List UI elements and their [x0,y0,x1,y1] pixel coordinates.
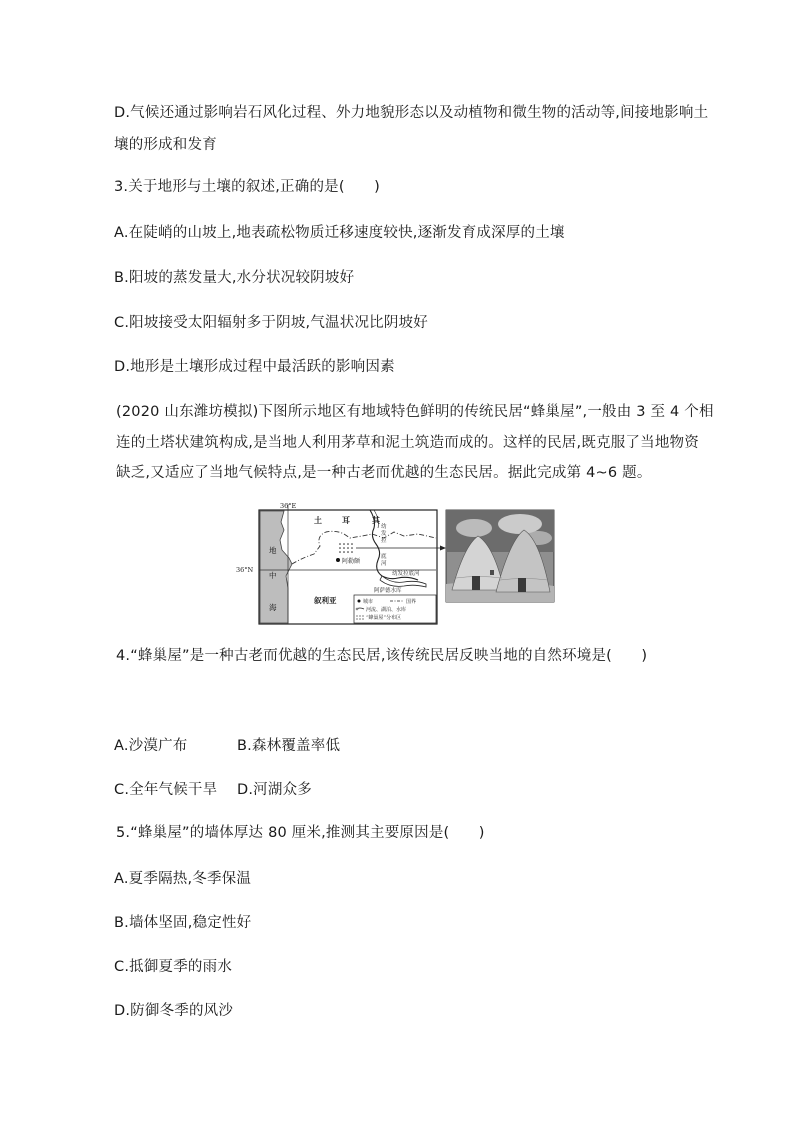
turkey-label-3: 其 [372,515,380,525]
question-5-option-c: C.抵御夏季的雨水 [114,959,233,975]
syria-label: 叙利亚 [314,596,337,605]
latitude-label: 36°N [236,566,254,574]
passage-line-2: 连的土塔状建筑构成,是当地人利用茅草和泥土筑造而成的。这样的民居,既克服了当地物资 [116,435,699,451]
question-4-option-a: A.沙漠广布 [114,738,188,754]
euphrates-label-4: 底 [381,554,387,560]
euphrates-label-5: 河 [381,561,387,567]
euphrates-lower-label: 幼发拉底河 [392,571,420,577]
question-5-option-d: D.防御冬季的风沙 [114,1003,234,1019]
aleppo-city-icon [336,558,340,562]
question-5-option-b: B.墙体坚固,稳定性好 [114,915,252,931]
question-5: 5.“蜂巢屋”的墙体厚达 80 厘米,推测其主要原因是( ) [116,825,485,841]
euphrates-label-2: 发 [381,531,387,537]
euphrates-label-3: 拉 [381,538,387,544]
question-4-option-b: B.森林覆盖率低 [237,738,341,754]
legend-beehive: “蜂巢屋”分布区 [366,615,402,621]
question-3-option-c: C.阳坡接受太阳辐射多于阴坡,气温状况比阴坡好 [114,315,428,331]
legend-city: 城市 [363,599,374,605]
sea-label-1: 地 [269,546,277,555]
turkey-label-2: 耳 [342,515,350,525]
euphrates-label-1: 幼 [381,524,387,530]
map-and-photo-figure [236,498,556,626]
aleppo-label: 阿勒颇 [342,558,361,565]
turkey-label-1: 土 [314,515,322,525]
sea-label-2: 中 [269,571,277,580]
question-5-option-a: A.夏季隔热,冬季保温 [114,871,252,887]
passage-line-1: (2020 山东潍坊模拟)下图所示地区有地域特色鲜明的传统民居“蜂巢屋”,一般由 3 至 4 个相 [116,404,714,420]
longitude-label: 36°E [280,502,297,510]
question-4-option-d: D.河湖众多 [237,782,312,798]
question-4: 4.“蜂巢屋”是一种古老而优越的生态民居,该传统民居反映当地的自然环境是( ) [116,648,648,664]
reservoir-label: 阿萨德水库 [374,588,402,594]
question-3-option-a: A.在陡峭的山坡上,地表疏松物质迁移速度较快,逐渐发育成深厚的土壤 [114,225,565,241]
beehive-house-photo [446,510,554,602]
legend-border: 国界 [406,599,417,605]
question-3-option-d: D.地形是土壤形成过程中最活跃的影响因素 [114,359,395,375]
line-option-d-prev: D.气候还通过影响岩石风化过程、外力地貌形态以及动植物和微生物的活动等,间接地影响土 [114,105,709,121]
question-3: 3.关于地形与土壤的叙述,正确的是( ) [114,179,380,195]
legend-water: 河流、湖泊、水库 [366,607,407,613]
sea-label-3: 海 [269,603,277,612]
line-option-d-prev-cont: 壤的形成和发育 [114,137,217,153]
passage-line-3: 缺乏,又适应了当地气候特点,是一种古老而优越的生态民居。据此完成第 4~6 题。 [116,465,652,481]
question-4-option-c: C.全年气候干旱 [114,782,218,798]
question-3-option-b: B.阳坡的蒸发量大,水分状况较阴坡好 [114,270,355,286]
